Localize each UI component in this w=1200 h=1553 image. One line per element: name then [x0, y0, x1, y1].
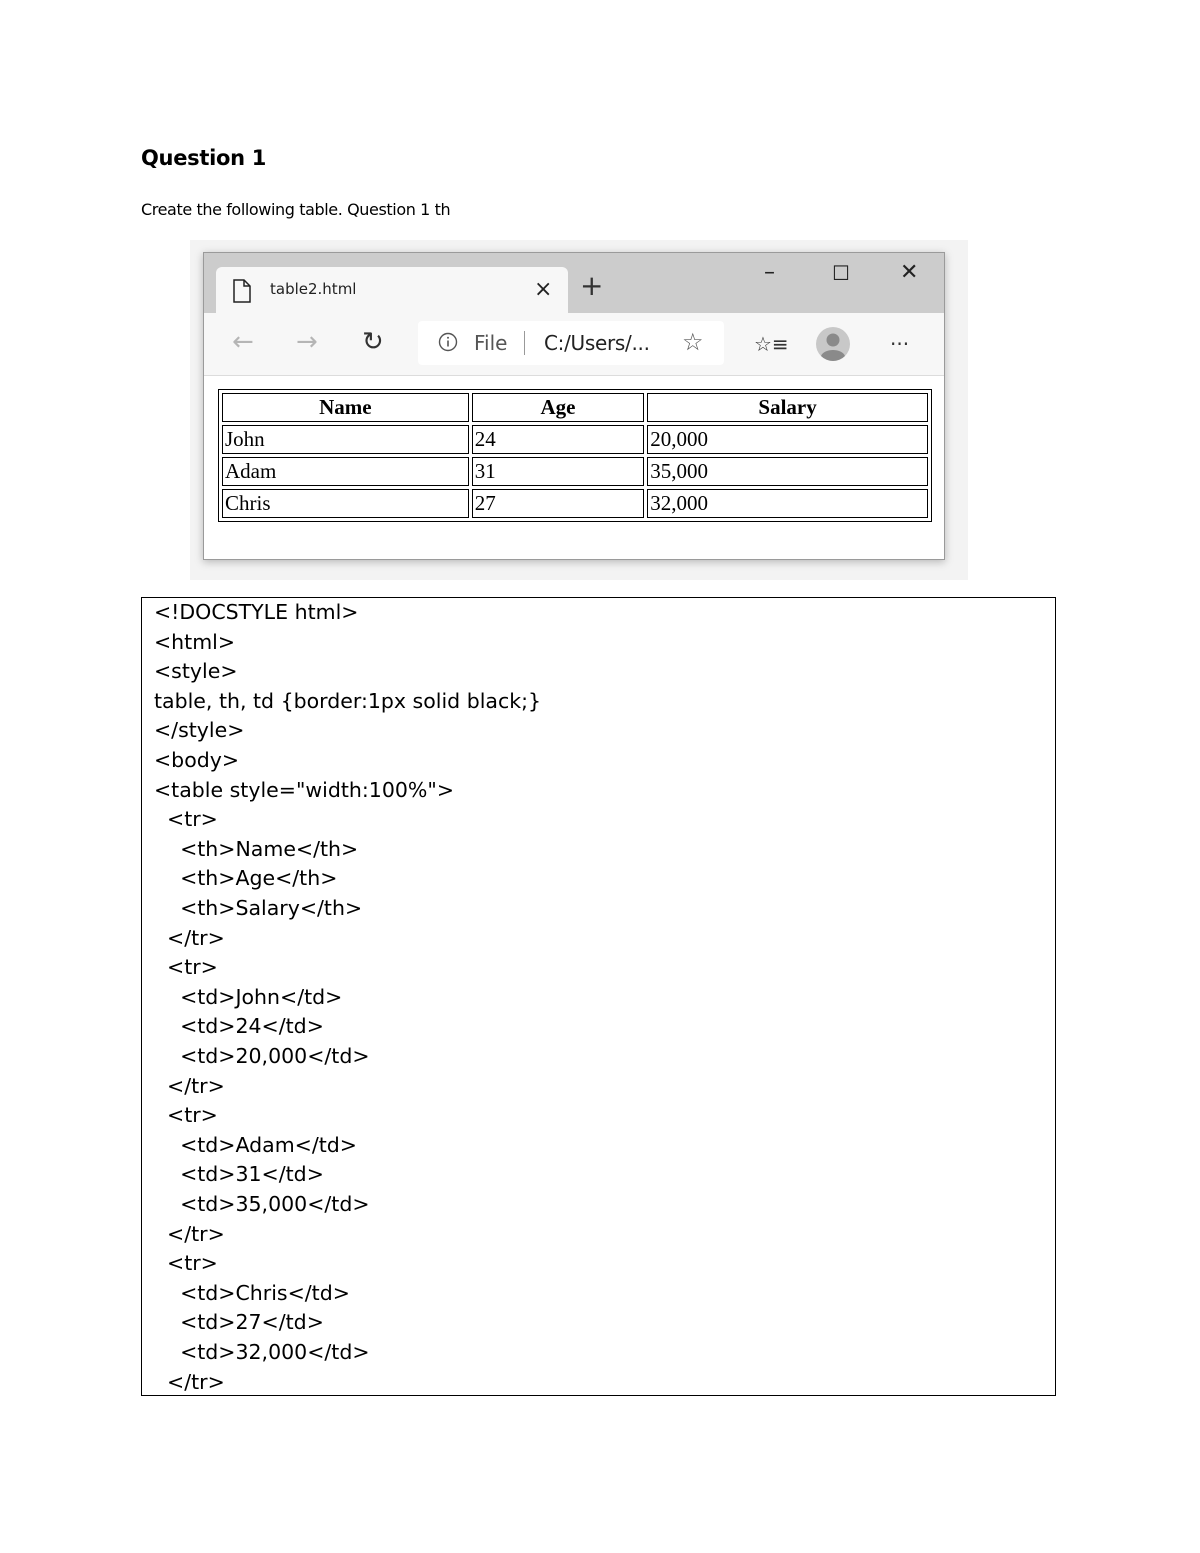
table-cell: 24 [472, 425, 644, 454]
maximize-icon[interactable]: ☐ [832, 261, 850, 285]
address-separator [524, 331, 525, 355]
table-cell: Adam [222, 457, 469, 486]
address-scheme: File [474, 331, 508, 355]
question-prompt: Create the following table. Question 1 th [141, 200, 451, 219]
code-line: </tr> [154, 1221, 225, 1246]
code-line: <th>Age</th> [154, 866, 338, 891]
table-header-row [222, 393, 928, 422]
back-arrow-icon[interactable]: ← [232, 327, 254, 357]
document-icon [232, 279, 252, 303]
forward-arrow-icon[interactable]: → [296, 327, 318, 357]
code-line: table, th, td {border:1px solid black;} [154, 688, 542, 713]
table-cell: 35,000 [647, 457, 928, 486]
table-header-cell: Age [472, 393, 644, 422]
table-cell: John [222, 425, 469, 454]
browser-toolbar [204, 313, 944, 376]
new-tab-icon[interactable]: + [580, 269, 604, 302]
code-line: <tr> [154, 1103, 218, 1128]
code-line: <tr> [154, 807, 218, 832]
table-cell: Chris [222, 489, 469, 518]
code-line: <tr> [154, 955, 218, 980]
code-line: </tr> [154, 1369, 225, 1394]
code-line: <th>Salary</th> [154, 896, 363, 920]
table-cell: 27 [472, 489, 644, 518]
favorites-list-icon[interactable]: ☆≡ [754, 332, 789, 356]
code-line: <td>Adam</td> [154, 1132, 357, 1157]
more-options-icon[interactable]: ··· [890, 332, 910, 356]
browser-screenshot [203, 252, 945, 560]
profile-avatar-icon[interactable] [816, 327, 850, 361]
address-bar[interactable] [418, 321, 724, 365]
code-line: </tr> [154, 925, 225, 950]
info-icon[interactable] [438, 332, 458, 352]
table-row [222, 425, 928, 454]
code-line: <td>31</td> [154, 1162, 324, 1187]
salary-table [218, 389, 932, 522]
table-cell: 31 [472, 457, 644, 486]
code-line: </style> [154, 718, 245, 743]
table-row [222, 457, 928, 486]
code-listing-box [141, 597, 1056, 1396]
table-header-cell: Name [222, 393, 469, 422]
code-line: <html> [154, 629, 236, 654]
code-line: <td>John</td> [154, 984, 343, 1009]
code-line: <tr> [154, 1251, 218, 1276]
code-line: <!DOCSTYLE html> [154, 600, 359, 624]
browser-content [218, 389, 932, 522]
code-line: <td>24</td> [154, 1014, 324, 1039]
table-cell: 20,000 [647, 425, 928, 454]
code-line: <td>32,000</td> [154, 1340, 370, 1364]
table-row [222, 489, 928, 518]
favorite-star-icon[interactable]: ☆ [682, 328, 704, 356]
code-line: <td>27</td> [154, 1310, 324, 1335]
address-url[interactable]: C:/Users/... [544, 331, 650, 355]
table-header-cell: Salary [647, 393, 928, 422]
browser-tab[interactable] [216, 267, 568, 314]
code-line: <td>Chris</td> [154, 1280, 350, 1305]
code-line: <td>20,000</td> [154, 1044, 370, 1068]
refresh-icon[interactable]: ↻ [362, 327, 384, 357]
code-line: <table style="width:100%"> [154, 777, 455, 802]
question-heading: Question 1 [141, 146, 267, 170]
code-line: <body> [154, 748, 240, 772]
tab-title: table2.html [270, 280, 357, 298]
code-line: <td>35,000</td> [154, 1192, 370, 1216]
browser-titlebar [204, 253, 944, 313]
table-cell: 32,000 [647, 489, 928, 518]
close-window-icon[interactable]: ✕ [900, 260, 919, 285]
minimize-icon[interactable]: – [764, 260, 775, 285]
code-line: <th>Name</th> [154, 836, 359, 861]
tab-close-icon[interactable]: × [534, 277, 553, 302]
code-line: <style> [154, 659, 238, 684]
code-line: </tr> [154, 1073, 225, 1098]
